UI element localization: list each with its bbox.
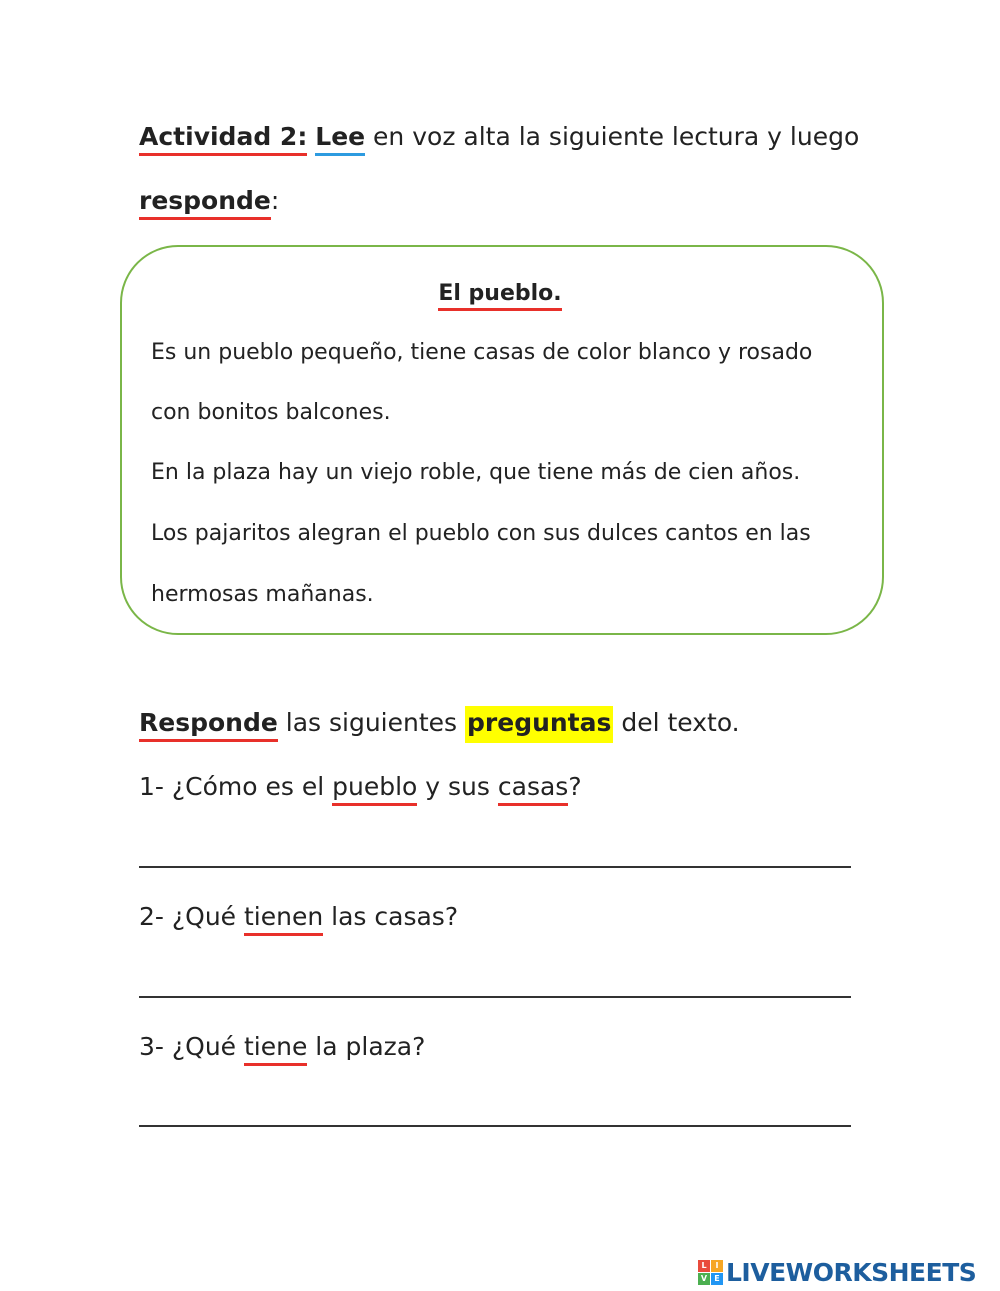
- q1-text-a: 1- ¿Cómo es el: [139, 772, 333, 801]
- activity-heading-line2: [139, 186, 279, 215]
- logo-blocks-icon: [698, 1260, 723, 1285]
- answer-line-1[interactable]: [139, 866, 851, 868]
- q3-text-a: 3- ¿Qué: [139, 1032, 244, 1061]
- lee-word: Lee: [315, 122, 365, 156]
- question-3: [139, 1032, 425, 1061]
- responde-bold: Responde: [139, 708, 278, 742]
- reading-line-4: Los pajaritos alegran el pueblo con sus dulces cantos en las: [151, 521, 811, 546]
- activity-label: Actividad 2:: [139, 122, 307, 156]
- preguntas-highlight: preguntas: [465, 706, 613, 743]
- q2-text-c: las casas?: [323, 902, 459, 931]
- instruction-middle: las siguientes: [277, 708, 466, 737]
- question-2: [139, 902, 458, 931]
- q1-casas: casas: [498, 772, 568, 806]
- reading-line-2: con bonitos balcones.: [151, 400, 391, 425]
- instruction-end: del texto.: [613, 708, 740, 737]
- activity-instruction: en voz alta la siguiente lectura y luego: [365, 122, 860, 151]
- reading-title: [0, 281, 1000, 306]
- q1-pueblo: pueblo: [332, 772, 417, 806]
- reading-line-3: En la plaza hay un viejo roble, que tiene más de cien años.: [151, 460, 801, 485]
- question-1: [139, 772, 582, 801]
- reading-line-5: hermosas mañanas.: [151, 582, 374, 607]
- q1-text-c: y sus: [417, 772, 498, 801]
- q1-text-e: ?: [568, 772, 582, 801]
- logo-block-i: I: [711, 1260, 723, 1272]
- answer-line-2[interactable]: [139, 996, 851, 998]
- q3-tiene: tiene: [244, 1032, 307, 1066]
- reading-line-1: Es un pueblo pequeño, tiene casas de color blanco y rosado: [151, 340, 813, 365]
- responde-word: responde: [139, 186, 271, 220]
- logo-brand-text: LIVEWORKSHEETS: [726, 1257, 977, 1287]
- colon: :: [270, 186, 280, 215]
- logo-block-l: L: [698, 1260, 710, 1272]
- activity-heading: [139, 122, 859, 151]
- logo-block-v: V: [698, 1273, 710, 1285]
- q2-text-a: 2- ¿Qué: [139, 902, 244, 931]
- logo-block-e: E: [711, 1273, 723, 1285]
- q3-text-c: la plaza?: [307, 1032, 426, 1061]
- q2-tienen: tienen: [244, 902, 323, 936]
- answer-line-3[interactable]: [139, 1125, 851, 1127]
- liveworksheets-logo: [698, 1257, 976, 1287]
- reading-title-text: El pueblo.: [438, 281, 561, 311]
- questions-instruction: [139, 708, 740, 737]
